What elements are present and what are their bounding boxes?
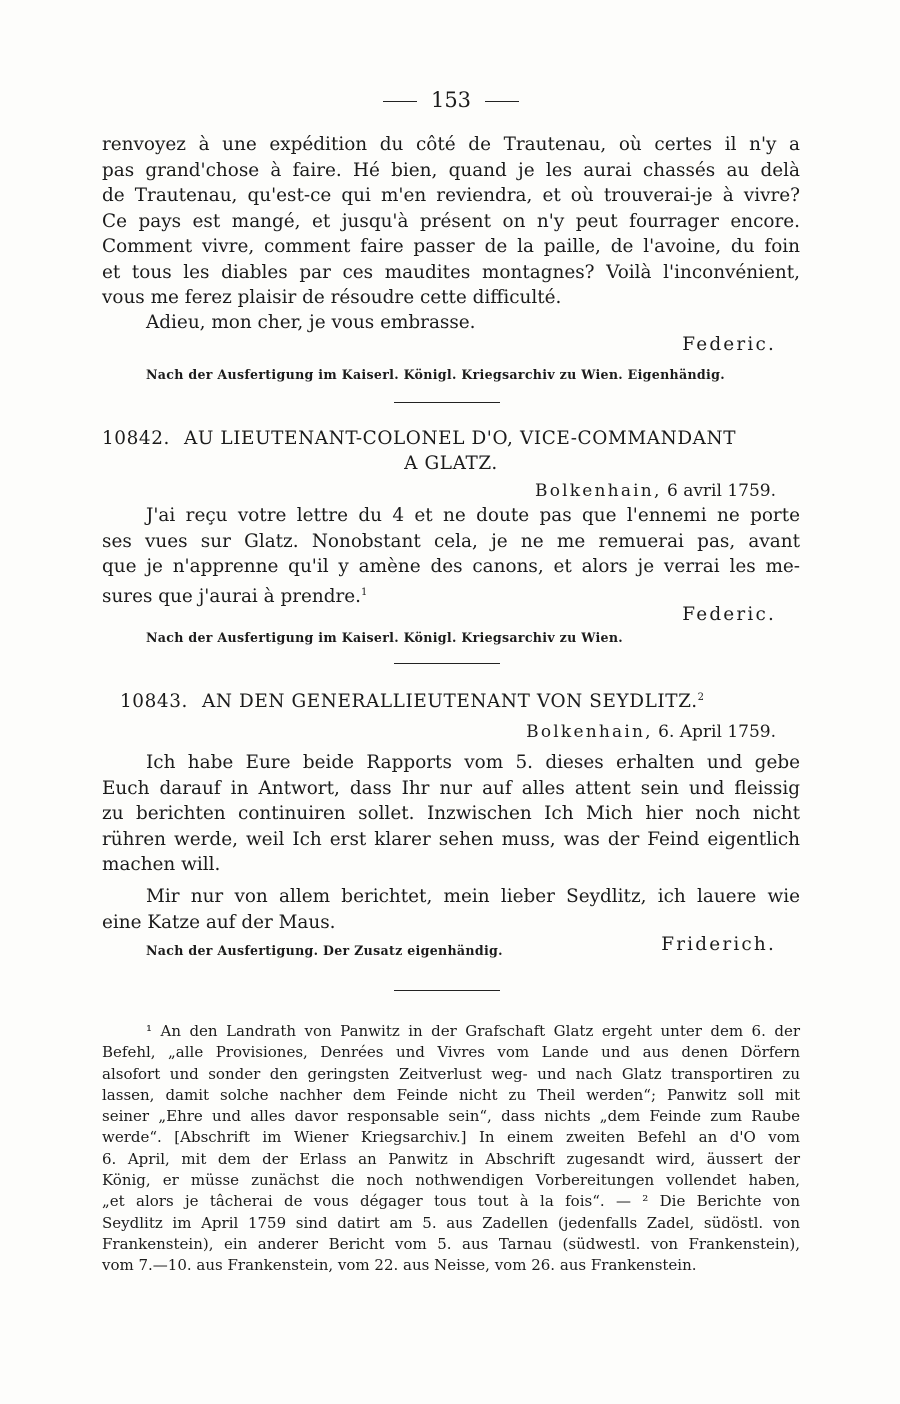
section-divider — [394, 663, 500, 664]
letter-number: 10842. — [102, 428, 170, 449]
body-line: Ce pays est mangé, et jusqu'à présent on n'y peut fourrager encore. — [102, 210, 800, 232]
footnote-line: Frankenstein), ein anderer Bericht vom 5. aus Tarnau (südwestl. von Frankenstein), — [102, 1234, 800, 1253]
folio-dash-left — [383, 101, 417, 102]
footnote-line: Seydlitz im April 1759 sind datirt am 5. aus Zadellen (jedenfalls Zadel, südöstl. von — [102, 1213, 800, 1232]
dateline-date: 6 avril 1759. — [666, 481, 776, 501]
body-line: Ich habe Eure beide Rapports vom 5. dieses erhalten und gebe — [146, 752, 800, 773]
letter-10842-signature: Federic. — [682, 604, 776, 625]
footnote-line: werde“. [Abschrift im Wiener Kriegsarchiv.] In einem zweiten Befehl an d'O vom — [102, 1128, 800, 1147]
letter-10842-heading — [102, 428, 800, 449]
footnote-mark: 2 — [697, 691, 705, 703]
footnote-line: Befehl, „alle Provisiones, Denrées und Vivres vom Lande und aus denen Dörfern — [102, 1043, 800, 1062]
body-line: et tous les diables par ces maudites montagnes? Voilà l'inconvénient, — [102, 261, 800, 283]
footnote-line: lassen, damit solche nachher dem Feinde nicht zu Theil werden“; Panwitz soll mit — [102, 1085, 800, 1104]
letter-10843-heading — [120, 691, 818, 712]
footnote-line: seiner „Ehre und alles davor responsable sein“, dass nichts „dem Feinde zum Raube — [102, 1107, 800, 1126]
footnote-line: König, er müsse zunächst die noch nothwendigen Vorbereitungen vollendet haben, — [102, 1171, 800, 1190]
letter-10842-source-note: Nach der Ausfertigung im Kaiserl. Königl. Kriegsarchiv zu Wien. — [146, 630, 623, 645]
letter-10843-body-para1 — [102, 750, 800, 878]
footnote-line: ¹ An den Landrath von Panwitz in der Grafschaft Glatz ergeht unter dem 6. der — [146, 1022, 800, 1040]
footnote-line: vom 7.—10. aus Frankenstein, vom 22. aus Neisse, vom 26. aus Frankenstein. — [102, 1256, 697, 1275]
body-line: Comment vivre, comment faire passer de la paille, de l'avoine, du foin — [102, 236, 800, 257]
body-line: que je n'apprenne qu'il y amène des canons, et alors je verrai les me- — [102, 556, 800, 577]
letter1-body — [102, 132, 800, 311]
letter-10842-body — [102, 503, 800, 609]
body-line: J'ai reçu votre lettre du 4 et ne doute pas que l'ennemi ne porte — [146, 505, 800, 526]
footnote-mark: 1 — [361, 586, 368, 598]
letter-10842-heading-line2: A GLATZ. — [404, 453, 498, 474]
body-line: rühren werde, weil Ich erst klarer sehen muss, was der Feind eigentlich — [102, 828, 800, 850]
body-line: ses vues sur Glatz. Nonobstant cela, je ne me remuerai pas, avant — [102, 530, 800, 552]
page-number-text: 153 — [430, 88, 472, 112]
body-line: pas grand'chose à faire. Hé bien, quand je les aurai chassés au delà — [102, 159, 800, 181]
letter-number: 10843. — [120, 691, 188, 712]
page-number — [102, 88, 800, 112]
dateline-place: Bolkenhain, — [526, 722, 653, 742]
footnotes — [102, 1021, 800, 1277]
letter1-signature: Federic. — [682, 334, 776, 355]
letter-title: AU LIEUTENANT-COLONEL D'O, VICE-COMMANDANT — [183, 428, 737, 449]
body-line-text: sures que j'aurai à prendre. — [102, 585, 362, 607]
body-line: eine Katze auf der Maus. — [102, 911, 336, 933]
footnote-line: 6. April, mit dem der Erlass an Panwitz in Abschrift zugesandt wird, äussert der — [102, 1149, 800, 1168]
body-line: de Trautenau, qu'est-ce qui m'en reviendra, et où trouverai-je à vivre? — [102, 185, 800, 206]
body-line: Euch darauf in Antwort, dass Ihr nur auf alles attent sein und fleissig — [102, 777, 800, 799]
folio-dash-right — [485, 101, 519, 102]
letter1-closing: Adieu, mon cher, je vous embrasse. — [146, 312, 476, 333]
body-line: machen will. — [102, 854, 221, 875]
letter-10843-signature: Friderich. — [661, 934, 776, 955]
letter1-source-note: Nach der Ausfertigung im Kaiserl. Königl. Kriegsarchiv zu Wien. Eigenhändig. — [146, 367, 725, 382]
body-line: vous me ferez plaisir de résoudre cette difficulté. — [102, 287, 562, 308]
letter-10843-dateline — [526, 722, 776, 742]
letter-title: AN DEN GENERALLIEUTENANT VON SEYDLITZ. — [201, 691, 698, 712]
section-divider — [394, 990, 500, 991]
body-line: Mir nur von allem berichtet, mein lieber Seydlitz, ich lauere wie — [146, 886, 800, 907]
dateline-date: 6. April 1759. — [658, 722, 776, 742]
body-line: renvoyez à une expédition du côté de Trautenau, où certes il n'y a — [102, 134, 800, 155]
letter-10843-source-note: Nach der Ausfertigung. Der Zusatz eigenhändig. — [146, 943, 503, 958]
body-line: zu berichten continuiren sollet. Inzwischen Ich Mich hier noch nicht — [102, 803, 800, 824]
footnote-line: alsofort und sonder den geringsten Zeitverlust weg- und nach Glatz transportiren zu — [102, 1064, 800, 1083]
letter-10842-dateline — [535, 481, 776, 501]
letter-10843-body-para2 — [102, 884, 800, 935]
section-divider — [394, 402, 500, 403]
dateline-place: Bolkenhain, — [535, 481, 662, 501]
footnote-line: „et alors je tâcherai de vous dégager tous tout à la fois“. — ² Die Berichte von — [102, 1192, 800, 1211]
